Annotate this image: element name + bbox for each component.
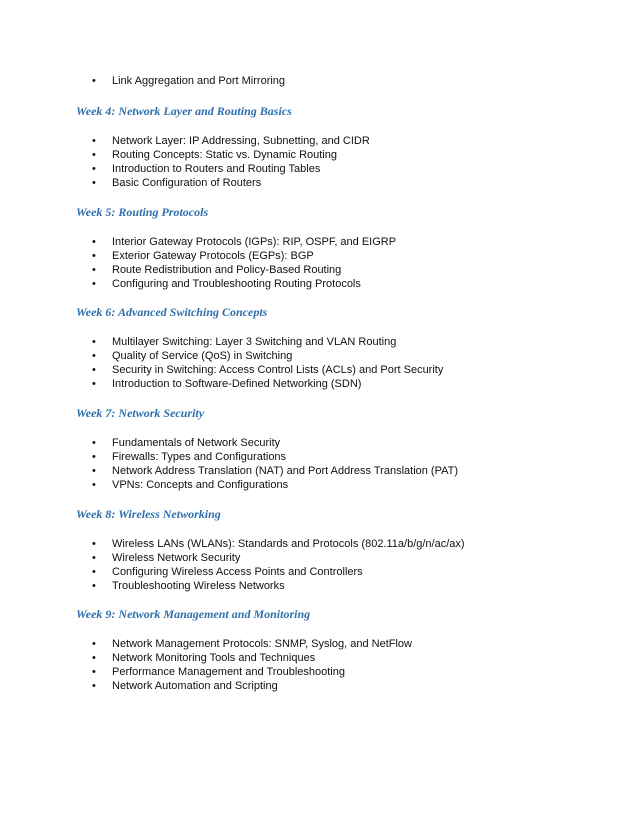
- list-item: [0, 235, 638, 249]
- list-item-text: Network Monitoring Tools and Techniques: [112, 652, 316, 664]
- list-item: [0, 565, 638, 579]
- list-item: [0, 377, 638, 391]
- top-bullet-list: [0, 74, 638, 88]
- list-item-text: Link Aggregation and Port Mirroring: [112, 75, 286, 87]
- list-item-text: Interior Gateway Protocols (IGPs): RIP, OSPF, and EIGRP: [112, 236, 397, 248]
- week-heading: Week 7: Network Security: [76, 406, 205, 420]
- list-item: [0, 537, 638, 551]
- week-bullet-list: [0, 335, 638, 391]
- list-item-text: Troubleshooting Wireless Networks: [112, 580, 285, 592]
- list-item-text: Exterior Gateway Protocols (EGPs): BGP: [112, 250, 314, 262]
- list-item-text: Multilayer Switching: Layer 3 Switching and VLAN Routing: [112, 336, 397, 348]
- week-heading: Week 5: Routing Protocols: [76, 205, 209, 219]
- bullet-icon: •: [92, 680, 96, 692]
- bullet-icon: •: [92, 135, 96, 147]
- bullet-icon: •: [92, 75, 96, 87]
- list-item-text: Security in Switching: Access Control Lists (ACLs) and Port Security: [112, 364, 444, 376]
- list-item: [0, 148, 638, 162]
- bullet-icon: •: [92, 666, 96, 678]
- week-bullet-list: [0, 134, 638, 190]
- list-item: [0, 551, 638, 565]
- list-item: [0, 335, 638, 349]
- week-bullet-list: [0, 436, 638, 492]
- list-item: [0, 478, 638, 492]
- list-item: [0, 249, 638, 263]
- list-item-text: Network Automation and Scripting: [112, 680, 278, 692]
- bullet-icon: •: [92, 552, 96, 564]
- bullet-icon: •: [92, 350, 96, 362]
- list-item-text: Network Layer: IP Addressing, Subnetting, and CIDR: [112, 135, 370, 147]
- bullet-icon: •: [92, 479, 96, 491]
- week-bullet-list: [0, 637, 638, 693]
- bullet-icon: •: [92, 580, 96, 592]
- list-item: [0, 134, 638, 148]
- list-item: [0, 665, 638, 679]
- list-item: [0, 74, 638, 88]
- list-item-text: Network Address Translation (NAT) and Port Address Translation (PAT): [112, 465, 459, 477]
- bullet-icon: •: [92, 465, 96, 477]
- list-item: [0, 363, 638, 377]
- bullet-icon: •: [92, 250, 96, 262]
- list-item-text: Routing Concepts: Static vs. Dynamic Routing: [112, 149, 337, 161]
- list-item: [0, 637, 638, 651]
- list-item-text: Firewalls: Types and Configurations: [112, 451, 287, 463]
- list-item-text: Performance Management and Troubleshooting: [112, 666, 345, 678]
- bullet-icon: •: [92, 336, 96, 348]
- list-item-text: Introduction to Routers and Routing Tables: [112, 163, 321, 175]
- bullet-icon: •: [92, 177, 96, 189]
- week-heading: Week 4: Network Layer and Routing Basics: [76, 104, 292, 118]
- week-heading: Week 8: Wireless Networking: [76, 507, 221, 521]
- bullet-icon: •: [92, 236, 96, 248]
- list-item-text: Wireless LANs (WLANs): Standards and Protocols (802.11a/b/g/n/ac/ax): [112, 538, 465, 550]
- list-item-text: Network Management Protocols: SNMP, Syslog, and NetFlow: [112, 638, 412, 650]
- bullet-icon: •: [92, 364, 96, 376]
- week-heading: Week 6: Advanced Switching Concepts: [76, 305, 268, 319]
- bullet-icon: •: [92, 278, 96, 290]
- list-item: [0, 450, 638, 464]
- bullet-icon: •: [92, 451, 96, 463]
- bullet-icon: •: [92, 149, 96, 161]
- list-item-text: Introduction to Software-Defined Networking (SDN): [112, 378, 362, 390]
- list-item-text: Quality of Service (QoS) in Switching: [112, 350, 293, 362]
- week-bullet-list: [0, 235, 638, 291]
- bullet-icon: •: [92, 437, 96, 449]
- list-item-text: Fundamentals of Network Security: [112, 437, 281, 449]
- bullet-icon: •: [92, 264, 96, 276]
- list-item: [0, 464, 638, 478]
- list-item: [0, 277, 638, 291]
- bullet-icon: •: [92, 652, 96, 664]
- bullet-icon: •: [92, 638, 96, 650]
- list-item: [0, 679, 638, 693]
- bullet-icon: •: [92, 163, 96, 175]
- bullet-icon: •: [92, 378, 96, 390]
- list-item: [0, 162, 638, 176]
- week-heading: Week 9: Network Management and Monitoring: [76, 607, 311, 621]
- list-item-text: VPNs: Concepts and Configurations: [112, 479, 289, 491]
- list-item: [0, 263, 638, 277]
- list-item-text: Route Redistribution and Policy-Based Routing: [112, 264, 342, 276]
- list-item-text: Basic Configuration of Routers: [112, 177, 262, 189]
- bullet-icon: •: [92, 566, 96, 578]
- list-item-text: Configuring Wireless Access Points and Controllers: [112, 566, 363, 578]
- bullet-icon: •: [92, 538, 96, 550]
- list-item: [0, 349, 638, 363]
- list-item-text: Wireless Network Security: [112, 552, 241, 564]
- list-item: [0, 436, 638, 450]
- list-item: [0, 176, 638, 190]
- list-item: [0, 651, 638, 665]
- week-bullet-list: [0, 537, 638, 593]
- list-item: [0, 579, 638, 593]
- list-item-text: Configuring and Troubleshooting Routing Protocols: [112, 278, 361, 290]
